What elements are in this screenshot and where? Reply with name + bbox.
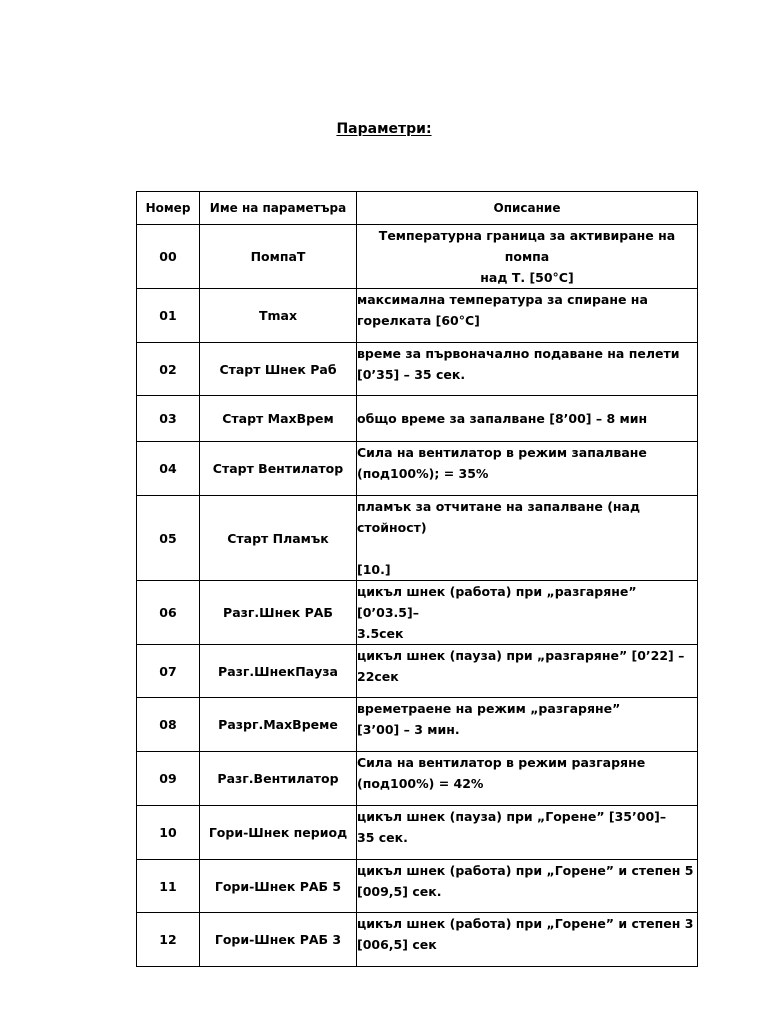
param-description: общо време за запалване [8’00] – 8 мин xyxy=(357,396,698,442)
param-number: 09 xyxy=(137,752,200,806)
table-row xyxy=(137,442,698,496)
param-description: цикъл шнек (работа) при „разгаряне” [0’03.5]– 3.5сек xyxy=(357,581,698,645)
header-number: Номер xyxy=(137,192,200,225)
table-row xyxy=(137,913,698,967)
table-row xyxy=(137,806,698,860)
page-title: Параметри: xyxy=(336,121,432,137)
param-number: 06 xyxy=(137,581,200,645)
param-description: максимална температура за спиране на горелката [60°C] xyxy=(357,289,698,343)
param-name: ПомпаТ xyxy=(200,225,357,289)
param-description: цикъл шнек (работа) при „Горене” и степен 5 [009,5] сек. xyxy=(357,860,698,913)
table-row xyxy=(137,860,698,913)
param-name: Tmax xyxy=(200,289,357,343)
param-number: 08 xyxy=(137,698,200,752)
param-name: Гори-Шнек РАБ 3 xyxy=(200,913,357,967)
param-description: цикъл шнек (работа) при „Горене” и степен 3 [006,5] сек xyxy=(357,913,698,967)
param-description: Сила на вентилатор в режим запалване (под100%); = 35% xyxy=(357,442,698,496)
param-number: 00 xyxy=(137,225,200,289)
param-description: време за първоначално подаване на пелети [0’35] – 35 сек. xyxy=(357,343,698,396)
parameters-table xyxy=(136,191,698,967)
param-name: Разг.Шнек РАБ xyxy=(200,581,357,645)
param-description: времетраене на режим „разгаряне” [3’00] – 3 мин. xyxy=(357,698,698,752)
header-name: Име на параметъра xyxy=(200,192,357,225)
param-number: 05 xyxy=(137,496,200,581)
param-number: 10 xyxy=(137,806,200,860)
table-row xyxy=(137,581,698,645)
param-name: Старт MaxВрем xyxy=(200,396,357,442)
table-row xyxy=(137,645,698,698)
param-description: пламък за отчитане на запалване (над стойност) [10.] xyxy=(357,496,698,581)
param-description: цикъл шнек (пауза) при „разгаряне” [0’22] – 22сек xyxy=(357,645,698,698)
param-number: 02 xyxy=(137,343,200,396)
param-name: Старт Пламък xyxy=(200,496,357,581)
param-name: Разрг.MaxВреме xyxy=(200,698,357,752)
param-name: Гори-Шнек РАБ 5 xyxy=(200,860,357,913)
table-row xyxy=(137,289,698,343)
param-number: 11 xyxy=(137,860,200,913)
param-name: Разг.Вентилатор xyxy=(200,752,357,806)
param-description: Температурна граница за активиране на помпа над Т. [50°C] xyxy=(357,225,698,289)
param-description: цикъл шнек (пауза) при „Горене” [35’00]– 35 сек. xyxy=(357,806,698,860)
table-row xyxy=(137,752,698,806)
table-row xyxy=(137,496,698,581)
param-name: Гори-Шнек период xyxy=(200,806,357,860)
table-row xyxy=(137,225,698,289)
header-description: Описание xyxy=(357,192,698,225)
param-name: Старт Вентилатор xyxy=(200,442,357,496)
param-description: Сила на вентилатор в режим разгаряне (под100%) = 42% xyxy=(357,752,698,806)
param-number: 12 xyxy=(137,913,200,967)
param-number: 07 xyxy=(137,645,200,698)
param-name: Старт Шнек Раб xyxy=(200,343,357,396)
table-row xyxy=(137,698,698,752)
param-number: 01 xyxy=(137,289,200,343)
param-number: 04 xyxy=(137,442,200,496)
table-header-row xyxy=(137,192,698,225)
param-name: Разг.ШнекПауза xyxy=(200,645,357,698)
param-number: 03 xyxy=(137,396,200,442)
table-row xyxy=(137,343,698,396)
table-row xyxy=(137,396,698,442)
